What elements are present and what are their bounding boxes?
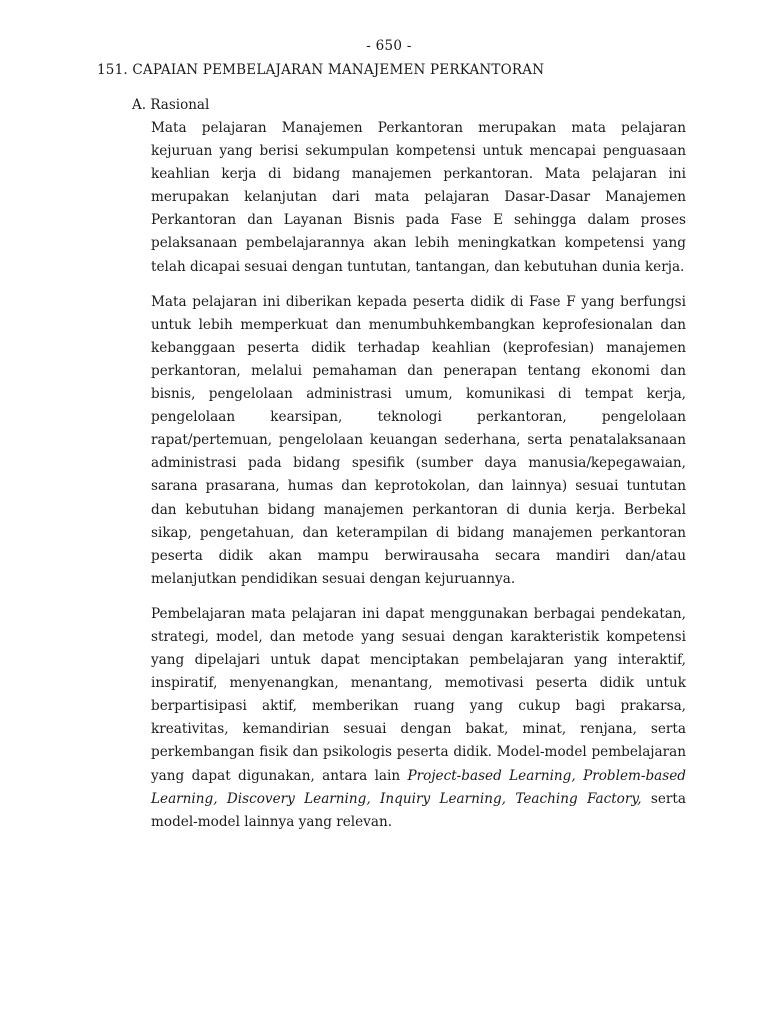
paragraph-3-learning-models: Project-based Learning, Problem-based Learning, Discovery Learning, Inquiry Learning, Teaching Factory, [151, 767, 686, 807]
subsection-title: A. Rasional [132, 97, 210, 113]
paragraph-3-text-before: Pembelajaran mata pelajaran ini dapat menggunakan berbagai pendekatan, strategi, model, dan metode yang sesuai dengan karakteristik kompetensi yang dipelajari untuk dapat menciptakan pembelajaran yang interaktif, inspiratif, menyenangkan, menantang, memotivasi peserta didik untuk berpartisipasi aktif, memberikan ruang yang cukup bagi prakarsa, kreativitas, kemandirian sesuai dengan bakat, minat, renjana, serta perkembangan fisik dan psikologis peserta didik. Model-model pembelajaran yang dapat digunakan, antara lain [151, 605, 686, 784]
paragraph-3-text-after: serta model-model lainnya yang relevan. [151, 790, 686, 830]
paragraph-3 [151, 603, 686, 834]
body-text [151, 117, 686, 846]
paragraph-2: Mata pelajaran ini diberikan kepada peserta didik di Fase F yang berfungsi untuk lebih memperkuat dan menumbuhkembangkan keprofesionalan dan kebanggaan peserta didik terhadap keahlian (keprofesian) manajemen perkantoran, melalui pemahaman dan penerapan tentang ekonomi dan bisnis, pengelolaan administrasi umum, komunikasi di tempat kerja, pengelolaan kearsipan, teknologi perkantoran, pengelolaan rapat/pertemuan, pengelolaan keuangan sederhana, serta penatalaksanaan administrasi pada bidang spesifik (sumber daya manusia/kepegawaian, sarana prasarana, humas dan keprotokolan, dan lainnya) sesuai tuntutan dan kebutuhan bidang manajemen perkantoran di dunia kerja. Berbekal sikap, pengetahuan, dan keterampilan di bidang manajemen perkantoran peserta didik akan mampu berwirausaha secara mandiri dan/atau melanjutkan pendidikan sesuai dengan kejuruannya. [151, 293, 686, 587]
paragraph-1: Mata pelajaran Manajemen Perkantoran merupakan mata pelajaran kejuruan yang berisi sekumpulan kompetensi untuk mencapai penguasaan keahlian kerja di bidang manajemen perkantoran. Mata pelajaran ini merupakan kelanjutan dari mata pelajaran Dasar-Dasar Manajemen Perkantoran dan Layanan Bisnis pada Fase E sehingga dalam proses pelaksanaan pembelajarannya akan lebih meningkatkan kompetensi yang telah dicapai sesuai dengan tuntutan, tantangan, dan kebutuhan dunia kerja. [151, 120, 686, 275]
page-number: - 650 - [366, 38, 412, 54]
section-title: 151. CAPAIAN PEMBELAJARAN MANAJEMEN PERKANTORAN [97, 62, 545, 78]
